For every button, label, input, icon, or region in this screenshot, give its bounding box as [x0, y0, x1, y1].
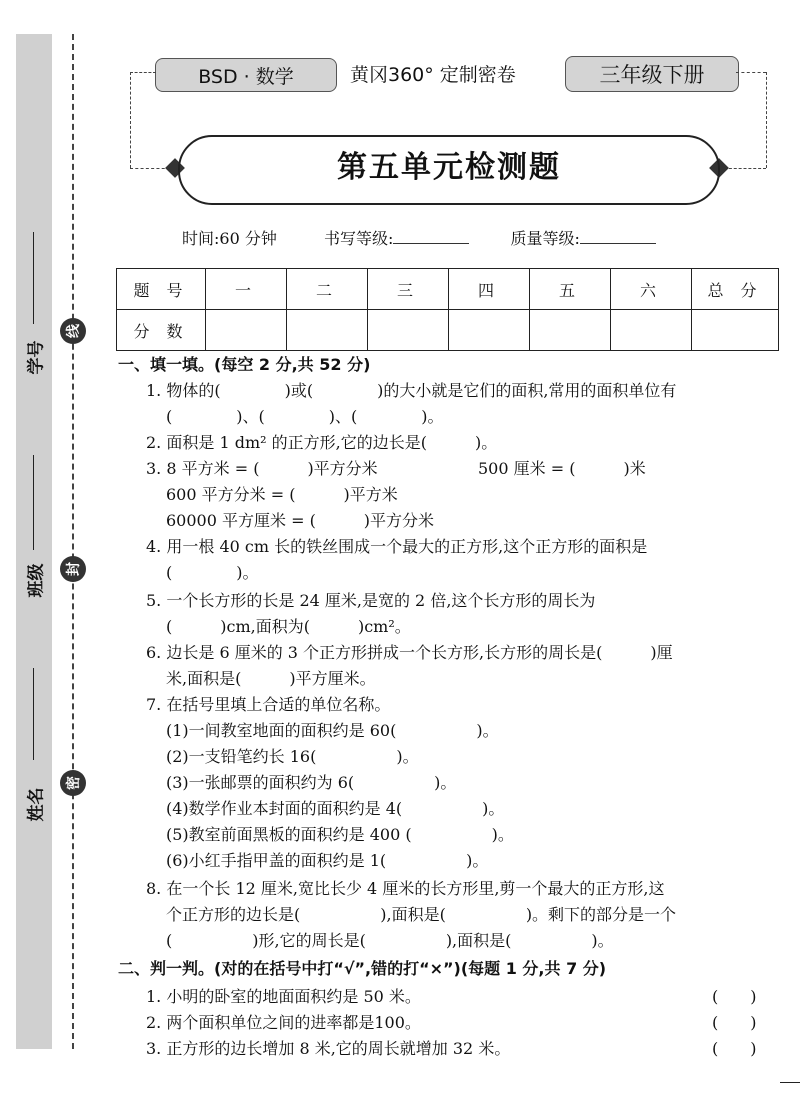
question-line: 4. 用一根 40 cm 长的铁丝围成一个最大的正方形,这个正方形的面积是	[146, 537, 648, 556]
student-id-label: 学号	[26, 340, 47, 375]
writing-grade-label: 书写等级:	[323, 229, 394, 248]
frame-dash-right-arm	[724, 168, 766, 169]
frame-dash-left-arm	[130, 168, 170, 169]
judge-answer-box[interactable]: ( )	[712, 1013, 757, 1032]
question-line: 8. 在一个长 12 厘米,宽比长少 4 厘米的长方形里,剪一个最大的正方形,这	[146, 879, 665, 898]
question-line: (5)教室前面黑板的面积约是 400 ( )。	[166, 825, 514, 844]
grade-badge: 三年级下册	[565, 56, 739, 92]
quality-grade-label: 质量等级:	[510, 229, 580, 248]
student-id-blank	[33, 232, 34, 324]
writing-grade-blank[interactable]	[393, 229, 469, 244]
score-cell[interactable]	[692, 310, 779, 351]
score-value-row	[117, 310, 779, 351]
section1-heading: 一、填一填。(每空 2 分,共 52 分)	[118, 355, 371, 374]
frame-dash-right	[766, 72, 767, 168]
score-header-cell: 五	[530, 269, 611, 310]
score-header-cell: 三	[368, 269, 449, 310]
score-header-row	[117, 269, 779, 310]
question-line: 7. 在括号里填上合适的单位名称。	[146, 695, 391, 714]
binding-strip	[16, 34, 52, 1049]
name-blank	[33, 668, 34, 760]
judge-answer-box[interactable]: ( )	[712, 1039, 757, 1058]
score-cell[interactable]	[530, 310, 611, 351]
section2-heading: 二、判一判。(对的在括号中打“√”,错的打“×”)(每题 1 分,共 7 分)	[118, 959, 607, 978]
question-line: ( )、( )、( )。	[166, 407, 444, 426]
score-cell[interactable]	[287, 310, 368, 351]
question-line: 60000 平方厘米 = ( )平方分米	[166, 511, 435, 530]
score-header-cell: 六	[611, 269, 692, 310]
seal-line-badge: 线	[60, 318, 86, 344]
subject-badge: BSD · 数学	[155, 58, 337, 92]
question-line: ( )形,它的周长是( ),面积是( )。	[166, 931, 614, 950]
question-line: (4)数学作业本封面的面积约是 4( )。	[166, 799, 505, 818]
score-row-label: 分 数	[117, 310, 206, 351]
question-line: (6)小红手指甲盖的面积约是 1( )。	[166, 851, 489, 870]
brand-text: 黄冈360° 定制密卷	[350, 64, 516, 86]
exam-info	[182, 226, 656, 249]
score-cell[interactable]	[449, 310, 530, 351]
question-line: (2)一支铅笔约长 16( )。	[166, 747, 419, 766]
question-line: 1. 物体的( )或( )的大小就是它们的面积,常用的面积单位有	[146, 381, 677, 400]
frame-dash-top-right	[736, 72, 766, 73]
question-line: (3)一张邮票的面积约为 6( )。	[166, 773, 457, 792]
binding-cut-line	[72, 34, 74, 1049]
page-title: 第五单元检测题	[337, 150, 561, 185]
question-line: 600 平方分米 = ( )平方米	[166, 485, 398, 504]
judge-item: 3. 正方形的边长增加 8 米,它的周长就增加 32 米。	[146, 1039, 511, 1058]
question-line: 2. 面积是 1 dm² 的正方形,它的边长是( )。	[146, 433, 498, 452]
score-header-cell: 总 分	[692, 269, 779, 310]
class-blank	[33, 455, 34, 550]
question-line: (1)一间教室地面的面积约是 60( )。	[166, 721, 499, 740]
frame-dash-top-left	[130, 72, 156, 73]
question-line: ( )。	[166, 563, 259, 582]
frame-dash-left	[130, 72, 131, 168]
score-table	[116, 268, 779, 351]
question-line: 3. 8 平方米 = ( )平方分米	[146, 459, 378, 478]
judge-item: 2. 两个面积单位之间的进率都是100。	[146, 1013, 421, 1032]
score-cell[interactable]	[368, 310, 449, 351]
question-line: ( )cm,面积为( )cm²。	[166, 617, 411, 636]
question-line: 5. 一个长方形的长是 24 厘米,是宽的 2 倍,这个长方形的周长为	[146, 591, 596, 610]
question-line: 米,面积是( )平方厘米。	[166, 669, 376, 688]
judge-answer-box[interactable]: ( )	[712, 987, 757, 1006]
name-label: 姓名	[26, 787, 47, 822]
question-line: 个正方形的边长是( ),面积是( )。剩下的部分是一个	[166, 905, 677, 924]
class-label: 班级	[26, 563, 47, 598]
score-header-cell: 二	[287, 269, 368, 310]
quality-grade-blank[interactable]	[580, 229, 656, 244]
score-header-cell: 题 号	[117, 269, 206, 310]
judge-item: 1. 小明的卧室的地面面积约是 50 米。	[146, 987, 421, 1006]
time-label: 时间:60 分钟	[182, 229, 277, 248]
score-header-cell: 四	[449, 269, 530, 310]
score-header-cell: 一	[206, 269, 287, 310]
seal-seal-badge: 封	[60, 556, 86, 582]
page-edge-mark	[780, 1082, 800, 1083]
question-line: 6. 边长是 6 厘米的 3 个正方形拼成一个长方形,长方形的周长是( )厘	[146, 643, 673, 662]
seal-secret-badge: 密	[60, 770, 86, 796]
question-line: 500 厘米 = ( )米	[478, 459, 646, 478]
score-cell[interactable]	[611, 310, 692, 351]
score-cell[interactable]	[206, 310, 287, 351]
